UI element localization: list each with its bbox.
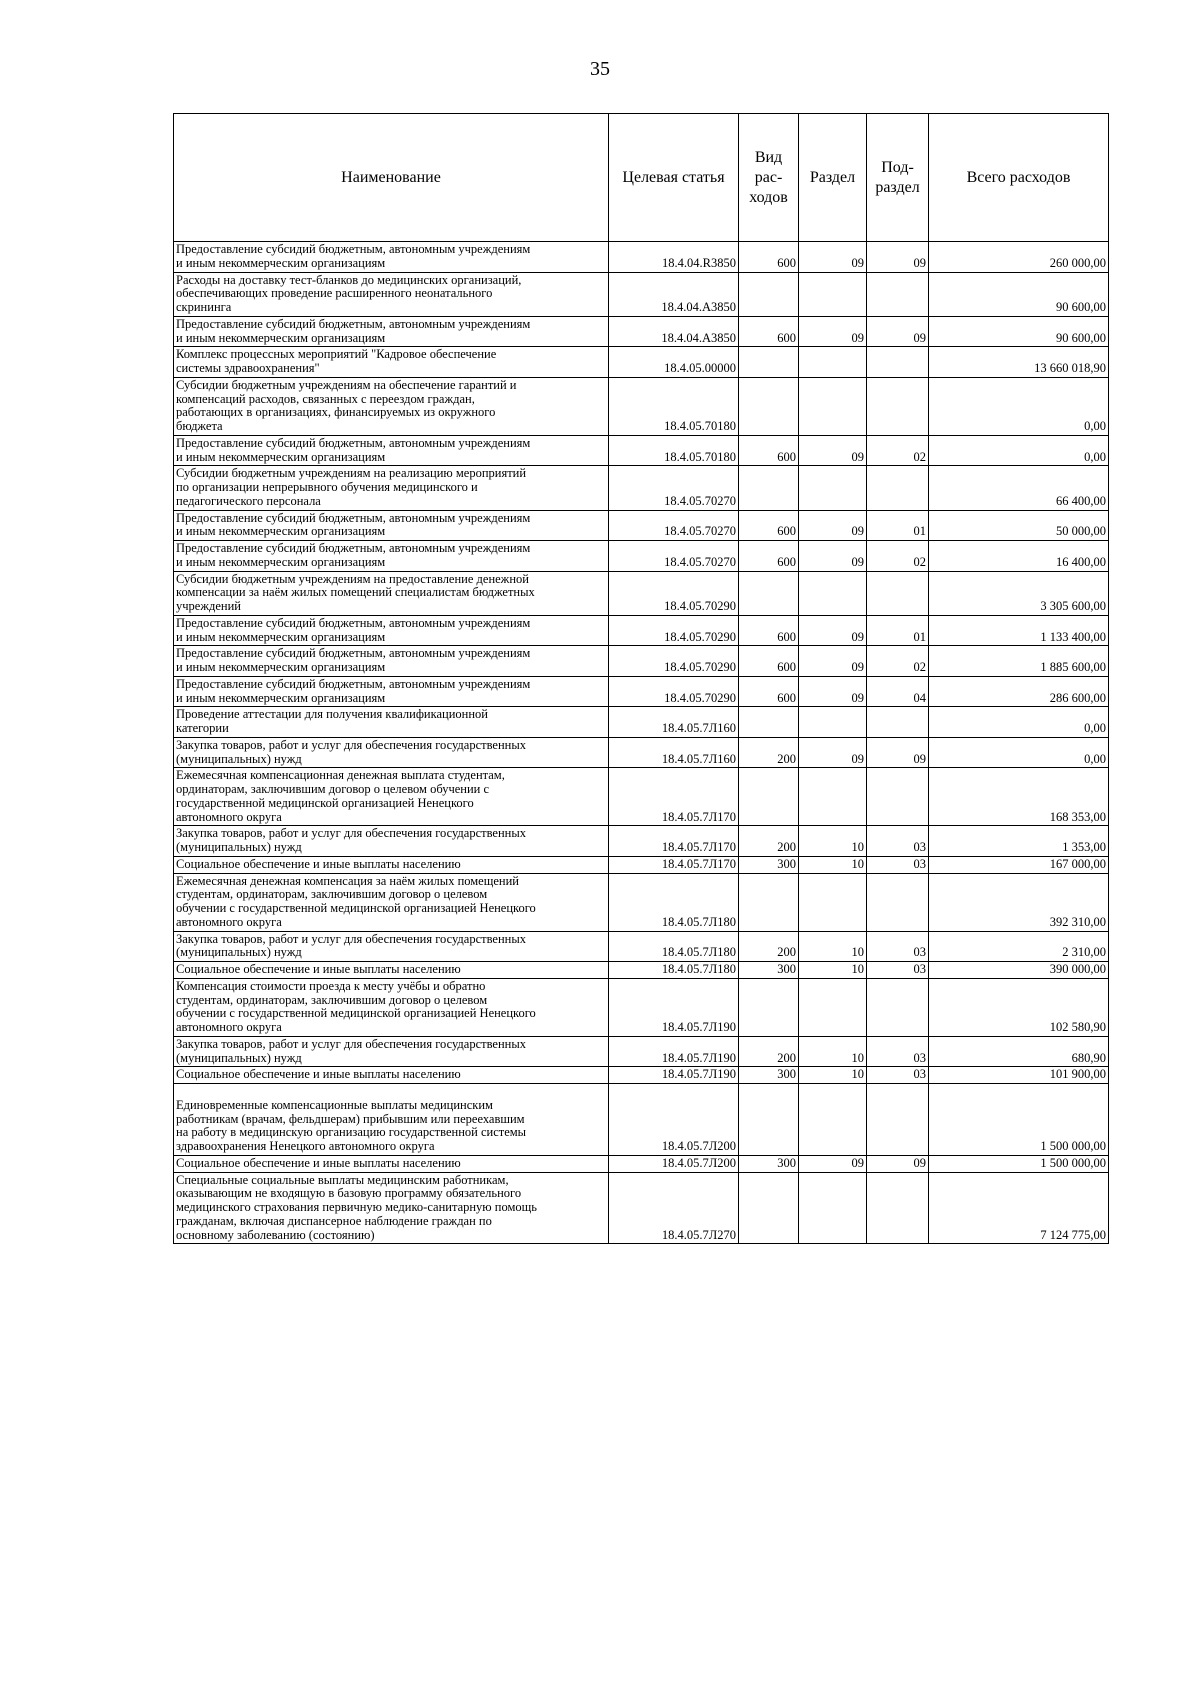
row-code: 18.4.05.7Л270 — [609, 1172, 739, 1244]
row-name: Закупка товаров, работ и услуг для обеспечения государственных (муниципальных) нужд — [174, 1036, 609, 1067]
row-podrazdel: 09 — [867, 316, 929, 347]
row-vid — [739, 1084, 799, 1156]
table-row — [174, 1036, 1109, 1067]
row-razdel: 10 — [799, 856, 867, 873]
row-vid: 300 — [739, 1067, 799, 1084]
row-podrazdel: 03 — [867, 1067, 929, 1084]
row-total: 101 900,00 — [929, 1067, 1109, 1084]
row-podrazdel: 03 — [867, 962, 929, 979]
row-total: 2 310,00 — [929, 931, 1109, 962]
row-total: 0,00 — [929, 377, 1109, 435]
row-vid — [739, 377, 799, 435]
row-total: 390 000,00 — [929, 962, 1109, 979]
header-name: Наименование — [174, 114, 609, 242]
row-razdel: 09 — [799, 737, 867, 768]
row-code: 18.4.05.70290 — [609, 646, 739, 677]
row-name: Комплекс процессных мероприятий "Кадровое обеспечение системы здравоохранения" — [174, 347, 609, 378]
row-vid: 200 — [739, 1036, 799, 1067]
row-total: 392 310,00 — [929, 873, 1109, 931]
table-row — [174, 676, 1109, 707]
table-row — [174, 826, 1109, 857]
row-code: 18.4.04.А3850 — [609, 316, 739, 347]
row-code: 18.4.05.70290 — [609, 571, 739, 615]
row-podrazdel: 09 — [867, 1155, 929, 1172]
row-podrazdel: 03 — [867, 826, 929, 857]
row-podrazdel: 09 — [867, 737, 929, 768]
row-podrazdel: 02 — [867, 646, 929, 677]
row-podrazdel — [867, 272, 929, 316]
row-podrazdel: 03 — [867, 856, 929, 873]
row-podrazdel — [867, 571, 929, 615]
row-code: 18.4.05.70180 — [609, 435, 739, 466]
row-name: Субсидии бюджетным учреждениям на предоставление денежной компенсации за наём жилых помещений специалистам бюджетных учреждений — [174, 571, 609, 615]
row-podrazdel: 09 — [867, 242, 929, 273]
row-name: Закупка товаров, работ и услуг для обеспечения государственных (муниципальных) нужд — [174, 826, 609, 857]
row-name: Единовременные компенсационные выплаты медицинским работникам (врачам, фельдшерам) прибывшим или переехавшим на работу в медицинскую организацию государственной системы здравоохранения Ненецкого автономного округа — [174, 1084, 609, 1156]
row-name: Предоставление субсидий бюджетным, автономным учреждениям и иным некоммерческим организациям — [174, 541, 609, 572]
row-vid — [739, 768, 799, 826]
table-row — [174, 541, 1109, 572]
row-code: 18.4.05.7Л200 — [609, 1155, 739, 1172]
row-vid — [739, 707, 799, 738]
row-code: 18.4.05.70290 — [609, 676, 739, 707]
row-name: Специальные социальные выплаты медицинским работникам, оказывающим не входящую в базовую программу обязательного медицинского страхования первичную медико-санитарную помощь гражданам, включая диспансерное наблюдение граждан по основному заболеванию (состоянию) — [174, 1172, 609, 1244]
row-vid: 600 — [739, 510, 799, 541]
table-row — [174, 962, 1109, 979]
row-podrazdel — [867, 1172, 929, 1244]
table-row — [174, 1155, 1109, 1172]
row-total: 168 353,00 — [929, 768, 1109, 826]
row-vid: 600 — [739, 615, 799, 646]
table-row — [174, 931, 1109, 962]
row-code: 18.4.05.7Л160 — [609, 737, 739, 768]
table-row — [174, 1067, 1109, 1084]
row-razdel: 10 — [799, 1067, 867, 1084]
row-code: 18.4.05.7Л170 — [609, 826, 739, 857]
table-row — [174, 615, 1109, 646]
budget-table — [173, 113, 1109, 1244]
row-razdel: 09 — [799, 435, 867, 466]
row-podrazdel: 02 — [867, 541, 929, 572]
row-name: Субсидии бюджетным учреждениям на обеспечение гарантий и компенсаций расходов, связанных с переездом граждан, работающих в организациях, финансируемых из окружного бюджета — [174, 377, 609, 435]
row-total: 1 885 600,00 — [929, 646, 1109, 677]
row-total: 680,90 — [929, 1036, 1109, 1067]
row-total: 7 124 775,00 — [929, 1172, 1109, 1244]
row-razdel — [799, 466, 867, 510]
table-row — [174, 571, 1109, 615]
row-total: 286 600,00 — [929, 676, 1109, 707]
row-total: 0,00 — [929, 707, 1109, 738]
row-name: Социальное обеспечение и иные выплаты населению — [174, 856, 609, 873]
row-podrazdel — [867, 768, 929, 826]
row-code: 18.4.05.70270 — [609, 510, 739, 541]
table-row — [174, 435, 1109, 466]
row-name: Предоставление субсидий бюджетным, автономным учреждениям и иным некоммерческим организациям — [174, 510, 609, 541]
header-total: Всего расходов — [929, 114, 1109, 242]
row-razdel — [799, 377, 867, 435]
row-razdel — [799, 571, 867, 615]
row-code: 18.4.05.7Л190 — [609, 1036, 739, 1067]
row-podrazdel — [867, 978, 929, 1036]
row-razdel: 09 — [799, 646, 867, 677]
table-row — [174, 737, 1109, 768]
table-row — [174, 873, 1109, 931]
row-razdel: 10 — [799, 826, 867, 857]
row-name: Социальное обеспечение и иные выплаты населению — [174, 962, 609, 979]
row-code: 18.4.05.7Л190 — [609, 1067, 739, 1084]
row-podrazdel — [867, 873, 929, 931]
table-row — [174, 646, 1109, 677]
row-razdel: 09 — [799, 676, 867, 707]
row-podrazdel: 01 — [867, 510, 929, 541]
row-total: 3 305 600,00 — [929, 571, 1109, 615]
row-vid: 600 — [739, 435, 799, 466]
row-razdel — [799, 978, 867, 1036]
row-razdel: 09 — [799, 1155, 867, 1172]
row-code: 18.4.05.7Л190 — [609, 978, 739, 1036]
row-name: Предоставление субсидий бюджетным, автономным учреждениям и иным некоммерческим организациям — [174, 316, 609, 347]
row-code: 18.4.04.А3850 — [609, 272, 739, 316]
table-row — [174, 1172, 1109, 1244]
row-podrazdel: 02 — [867, 435, 929, 466]
page-number: 35 — [590, 58, 610, 80]
row-vid: 600 — [739, 242, 799, 273]
row-total: 13 660 018,90 — [929, 347, 1109, 378]
row-vid: 600 — [739, 646, 799, 677]
row-vid: 200 — [739, 931, 799, 962]
row-total: 102 580,90 — [929, 978, 1109, 1036]
row-total: 260 000,00 — [929, 242, 1109, 273]
row-code: 18.4.05.7Л180 — [609, 962, 739, 979]
header-row — [174, 114, 1109, 242]
row-name: Ежемесячная денежная компенсация за наём жилых помещений студентам, ординаторам, заключившим договор о целевом обучении с государственной медицинской организацией Ненецкого автономного округа — [174, 873, 609, 931]
row-vid: 200 — [739, 826, 799, 857]
row-total: 1 353,00 — [929, 826, 1109, 857]
row-name: Субсидии бюджетным учреждениям на реализацию мероприятий по организации непрерывного обучения медицинского и педагогического персонала — [174, 466, 609, 510]
row-name: Социальное обеспечение и иные выплаты населению — [174, 1155, 609, 1172]
row-total: 50 000,00 — [929, 510, 1109, 541]
row-podrazdel: 04 — [867, 676, 929, 707]
row-razdel: 10 — [799, 931, 867, 962]
row-code: 18.4.05.70270 — [609, 466, 739, 510]
row-total: 16 400,00 — [929, 541, 1109, 572]
row-podrazdel — [867, 466, 929, 510]
row-code: 18.4.05.70290 — [609, 615, 739, 646]
row-total: 0,00 — [929, 737, 1109, 768]
row-name: Закупка товаров, работ и услуг для обеспечения государственных (муниципальных) нужд — [174, 931, 609, 962]
table-row — [174, 510, 1109, 541]
row-name: Закупка товаров, работ и услуг для обеспечения государственных (муниципальных) нужд — [174, 737, 609, 768]
row-code: 18.4.05.7Л160 — [609, 707, 739, 738]
row-razdel: 09 — [799, 242, 867, 273]
row-code: 18.4.05.7Л170 — [609, 856, 739, 873]
row-vid: 600 — [739, 541, 799, 572]
row-name: Предоставление субсидий бюджетным, автономным учреждениям и иным некоммерческим организациям — [174, 676, 609, 707]
table-row — [174, 316, 1109, 347]
row-total: 90 600,00 — [929, 272, 1109, 316]
table-row — [174, 377, 1109, 435]
row-vid: 600 — [739, 316, 799, 347]
row-vid — [739, 347, 799, 378]
header-code: Целевая статья — [609, 114, 739, 242]
row-podrazdel: 03 — [867, 1036, 929, 1067]
row-razdel — [799, 707, 867, 738]
row-razdel: 10 — [799, 962, 867, 979]
table-row — [174, 856, 1109, 873]
row-podrazdel — [867, 1084, 929, 1156]
row-total: 90 600,00 — [929, 316, 1109, 347]
table-row — [174, 466, 1109, 510]
row-razdel — [799, 272, 867, 316]
header-vid: Вид рас- ходов — [739, 114, 799, 242]
row-name: Предоставление субсидий бюджетным, автономным учреждениям и иным некоммерческим организациям — [174, 615, 609, 646]
row-code: 18.4.05.70270 — [609, 541, 739, 572]
row-name: Проведение аттестации для получения квалификационной категории — [174, 707, 609, 738]
row-total: 66 400,00 — [929, 466, 1109, 510]
table-row — [174, 1084, 1109, 1156]
row-total: 1 500 000,00 — [929, 1084, 1109, 1156]
row-vid: 200 — [739, 737, 799, 768]
table-row — [174, 978, 1109, 1036]
row-razdel — [799, 1084, 867, 1156]
row-razdel — [799, 768, 867, 826]
row-razdel: 09 — [799, 316, 867, 347]
row-code: 18.4.05.7Л170 — [609, 768, 739, 826]
row-name: Предоставление субсидий бюджетным, автономным учреждениям и иным некоммерческим организациям — [174, 646, 609, 677]
row-vid — [739, 466, 799, 510]
table-row — [174, 347, 1109, 378]
row-total: 167 000,00 — [929, 856, 1109, 873]
table-row — [174, 272, 1109, 316]
row-razdel: 09 — [799, 615, 867, 646]
row-code: 18.4.04.R3850 — [609, 242, 739, 273]
row-razdel — [799, 1172, 867, 1244]
row-vid — [739, 272, 799, 316]
row-vid: 300 — [739, 856, 799, 873]
row-total: 0,00 — [929, 435, 1109, 466]
row-podrazdel — [867, 347, 929, 378]
row-code: 18.4.05.00000 — [609, 347, 739, 378]
table-row — [174, 242, 1109, 273]
row-podrazdel — [867, 707, 929, 738]
row-vid: 600 — [739, 676, 799, 707]
row-vid — [739, 978, 799, 1036]
row-code: 18.4.05.7Л180 — [609, 931, 739, 962]
row-podrazdel: 03 — [867, 931, 929, 962]
header-razdel: Раздел — [799, 114, 867, 242]
row-razdel: 10 — [799, 1036, 867, 1067]
row-name: Социальное обеспечение и иные выплаты населению — [174, 1067, 609, 1084]
row-name: Компенсация стоимости проезда к месту учёбы и обратно студентам, ординаторам, заключившим договор о целевом обучении с государственной медицинской организацией Ненецкого автономного округа — [174, 978, 609, 1036]
row-total: 1 500 000,00 — [929, 1155, 1109, 1172]
row-vid — [739, 1172, 799, 1244]
row-code: 18.4.05.70180 — [609, 377, 739, 435]
row-podrazdel — [867, 377, 929, 435]
row-razdel — [799, 347, 867, 378]
table-row — [174, 707, 1109, 738]
row-vid: 300 — [739, 962, 799, 979]
table-body — [174, 242, 1109, 1244]
row-code: 18.4.05.7Л200 — [609, 1084, 739, 1156]
row-vid: 300 — [739, 1155, 799, 1172]
row-razdel: 09 — [799, 541, 867, 572]
row-name: Расходы на доставку тест-бланков до медицинских организаций, обеспечивающих проведение расширенного неонатального скрининга — [174, 272, 609, 316]
row-vid — [739, 873, 799, 931]
row-name: Предоставление субсидий бюджетным, автономным учреждениям и иным некоммерческим организациям — [174, 435, 609, 466]
header-podrazdel: Под- раздел — [867, 114, 929, 242]
row-total: 1 133 400,00 — [929, 615, 1109, 646]
row-vid — [739, 571, 799, 615]
table-row — [174, 768, 1109, 826]
row-name: Предоставление субсидий бюджетным, автономным учреждениям и иным некоммерческим организациям — [174, 242, 609, 273]
row-podrazdel: 01 — [867, 615, 929, 646]
row-razdel — [799, 873, 867, 931]
row-name: Ежемесячная компенсационная денежная выплата студентам, ординаторам, заключившим договор о целевом обучении с государственной медицинской организацией Ненецкого автономного округа — [174, 768, 609, 826]
row-razdel: 09 — [799, 510, 867, 541]
row-code: 18.4.05.7Л180 — [609, 873, 739, 931]
